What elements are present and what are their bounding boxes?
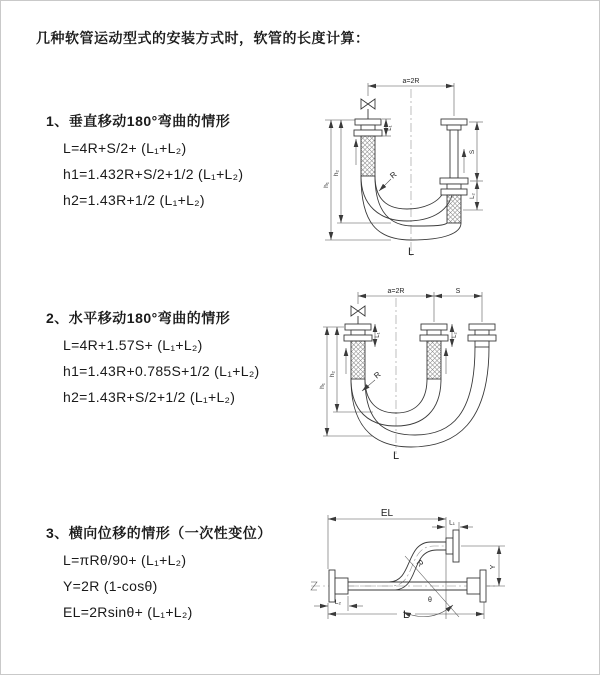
section-2 [46, 308, 316, 410]
dim-label-l2: L₂ [452, 332, 458, 338]
left-flange [354, 119, 382, 136]
middle-flange [420, 324, 448, 341]
section-3-title: 横向位移的情形（一次性变位） [68, 525, 272, 541]
formula-line: L=πRθ/90+ (L₁+L₂) [63, 552, 187, 568]
dim-l2 [314, 596, 363, 611]
formula-line: L=4R+1.57S+ (L₁+L₂) [63, 337, 203, 353]
section-1-number: 1、 [46, 113, 69, 129]
dim-label-L: L [407, 246, 415, 258]
dim-label-l1: L₁ [387, 125, 393, 131]
dim-label-L: L [392, 450, 400, 462]
section-2-title: 水平移动180°弯曲的情形 [68, 310, 231, 326]
section-1-title: 垂直移动180°弯曲的情形 [68, 113, 231, 129]
formula-line: h2=1.43R+S/2+1/2 (L₁+L₂) [63, 389, 236, 405]
dim-label-s: S [469, 149, 476, 155]
formula-line: Y=2R (1-cosθ) [63, 578, 158, 594]
dim-label-y: Y [490, 564, 497, 570]
section-2-formulas [63, 332, 316, 410]
diagram-lateral-displacement [301, 501, 600, 656]
dim-s [434, 288, 482, 322]
s-curve-hose [348, 542, 446, 590]
diagram-vertical-180 [311, 73, 600, 263]
radius-label: R [388, 169, 399, 181]
dim-l [328, 602, 484, 621]
middle-braided-hose [427, 341, 441, 379]
dim-label-s: S [455, 288, 461, 295]
dim-label-l1: L₁ [375, 332, 381, 338]
dim-l1 [375, 324, 381, 347]
diagram-horizontal-180 [311, 284, 600, 464]
radius-label: R [414, 558, 426, 569]
dim-label-el: EL [380, 508, 394, 519]
dim-label-h2: h₂ [333, 169, 340, 177]
dim-s [469, 122, 483, 181]
formula-line: h1=1.43R+0.785S+1/2 (L₁+L₂) [63, 363, 260, 379]
right-braided-hose [447, 195, 461, 223]
section-1-formulas [63, 135, 316, 213]
dim-label-h2: h₂ [329, 370, 336, 378]
valve-icon [351, 306, 365, 324]
section-3-heading [46, 523, 316, 543]
radius-leader [379, 170, 399, 191]
section-2-number: 2、 [46, 310, 69, 326]
dim-label-l2: L₂ [470, 193, 476, 199]
left-flange [344, 324, 372, 341]
dim-label-a2r: a=2R [387, 288, 405, 295]
upper-flange [446, 530, 459, 562]
page-title: 几种软管运动型式的安装方式时，软管的长度计算： [36, 30, 370, 46]
dim-l1 [382, 119, 393, 136]
formula-line: h2=1.43R+1/2 (L₁+L₂) [63, 192, 205, 208]
dim-l1 [432, 520, 473, 533]
formula-line: h1=1.432R+S/2+1/2 (L₁+L₂) [63, 166, 244, 182]
dim-l2 [463, 181, 483, 210]
section-3-number: 3、 [46, 525, 69, 541]
dim-h1 [323, 120, 391, 240]
valve-icon [361, 99, 375, 119]
dim-label-h1: h₁ [323, 182, 330, 188]
dim-label-h1: h₁ [319, 383, 326, 389]
right-flange [468, 324, 496, 347]
section-1 [46, 111, 316, 213]
formula-line: L=4R+S/2+ (L₁+L₂) [63, 140, 187, 156]
hose-curves [351, 347, 489, 447]
section-3-formulas [63, 547, 316, 625]
left-braided-hose [351, 341, 365, 379]
section-1-heading [46, 111, 316, 131]
section-3 [46, 523, 316, 625]
dim-label-l1: L₁ [449, 519, 455, 527]
left-flange [329, 570, 348, 602]
section-2-heading [46, 308, 316, 328]
theta-label: θ [428, 597, 432, 604]
dim-el [328, 508, 446, 569]
angle-theta [403, 597, 453, 617]
right-lower-flange [467, 570, 486, 602]
left-braided-hose [361, 136, 375, 176]
dim-label-a2r: a=2R [402, 78, 420, 85]
dim-label-L: L [402, 609, 410, 621]
formula-line: EL=2Rsinθ+ (L₁+L₂) [63, 604, 193, 620]
radius-line [405, 556, 459, 617]
dim-l2 [452, 324, 458, 347]
dim-label-l2: L₂ [334, 599, 342, 606]
radius-label: R [372, 369, 383, 381]
